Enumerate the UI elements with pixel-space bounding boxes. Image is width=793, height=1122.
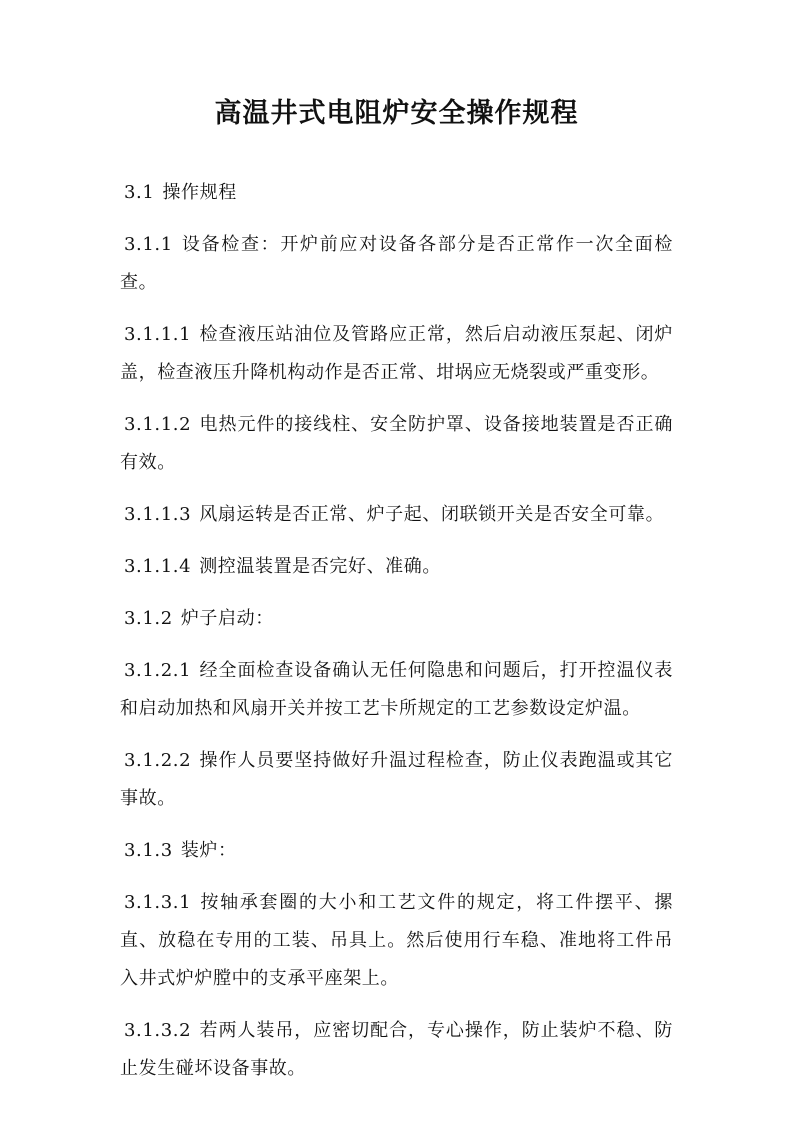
paragraph	[120, 652, 673, 728]
clause-number: 3.1.1.3	[124, 504, 192, 525]
paragraph	[120, 174, 673, 212]
clause-text: 风扇运转是否正常、炉子起、闭联锁开关是否安全可靠。	[199, 504, 665, 525]
clause-number: 3.1	[124, 182, 155, 203]
clause-text: 测控温装置是否完好、准确。	[199, 556, 441, 577]
clause-number: 3.1.2.2	[124, 750, 192, 771]
clause-text: 设备检查：开炉前应对设备各部分是否正常作一次全面检查。	[120, 234, 673, 293]
clause-text: 电热元件的接线柱、安全防护罩、设备接地装置是否正确有效。	[120, 414, 673, 473]
clause-text: 操作人员要坚持做好升温过程检查，防止仪表跑温或其它事故。	[120, 750, 673, 809]
paragraph	[120, 742, 673, 818]
clause-text: 经全面检查设备确认无任何隐患和问题后，打开控温仪表和启动加热和风扇开关并按工艺卡所规定的工艺参数设定炉温。	[120, 660, 673, 719]
clause-text: 若两人装吊，应密切配合，专心操作，防止装炉不稳、防止发生碰坏设备事故。	[120, 1020, 673, 1079]
clause-text: 操作规程	[162, 182, 237, 203]
clause-number: 3.1.1	[124, 234, 173, 255]
paragraph	[120, 1012, 673, 1088]
clause-number: 3.1.1.2	[124, 414, 192, 435]
paragraph	[120, 406, 673, 482]
paragraph	[120, 600, 673, 638]
clause-text: 装炉：	[180, 840, 237, 861]
paragraph	[120, 226, 673, 302]
paragraph	[120, 316, 673, 392]
clause-number: 3.1.1.1	[124, 324, 192, 345]
clause-number: 3.1.3.1	[124, 892, 192, 913]
clause-number: 3.1.3.2	[124, 1020, 192, 1041]
document-body	[120, 174, 673, 1088]
clause-text: 按轴承套圈的大小和工艺文件的规定，将工件摆平、摞直、放稳在专用的工装、吊具上。然后使用行车稳、准地将工件吊入井式炉炉膛中的支承平座架上。	[120, 892, 673, 989]
clause-text: 炉子启动：	[180, 608, 274, 629]
document-title: 高温井式电阻炉安全操作规程	[214, 98, 579, 129]
paragraph	[120, 496, 673, 534]
clause-number: 3.1.2.1	[124, 660, 192, 681]
paragraph	[120, 884, 673, 998]
clause-text: 检查液压站油位及管路应正常，然后启动液压泵起、闭炉盖，检查液压升降机构动作是否正常、坩埚应无烧裂或严重变形。	[120, 324, 673, 383]
clause-number: 3.1.1.4	[124, 556, 192, 577]
clause-number: 3.1.2	[124, 608, 173, 629]
paragraph	[120, 548, 673, 586]
paragraph	[120, 832, 673, 870]
clause-number: 3.1.3	[124, 840, 173, 861]
